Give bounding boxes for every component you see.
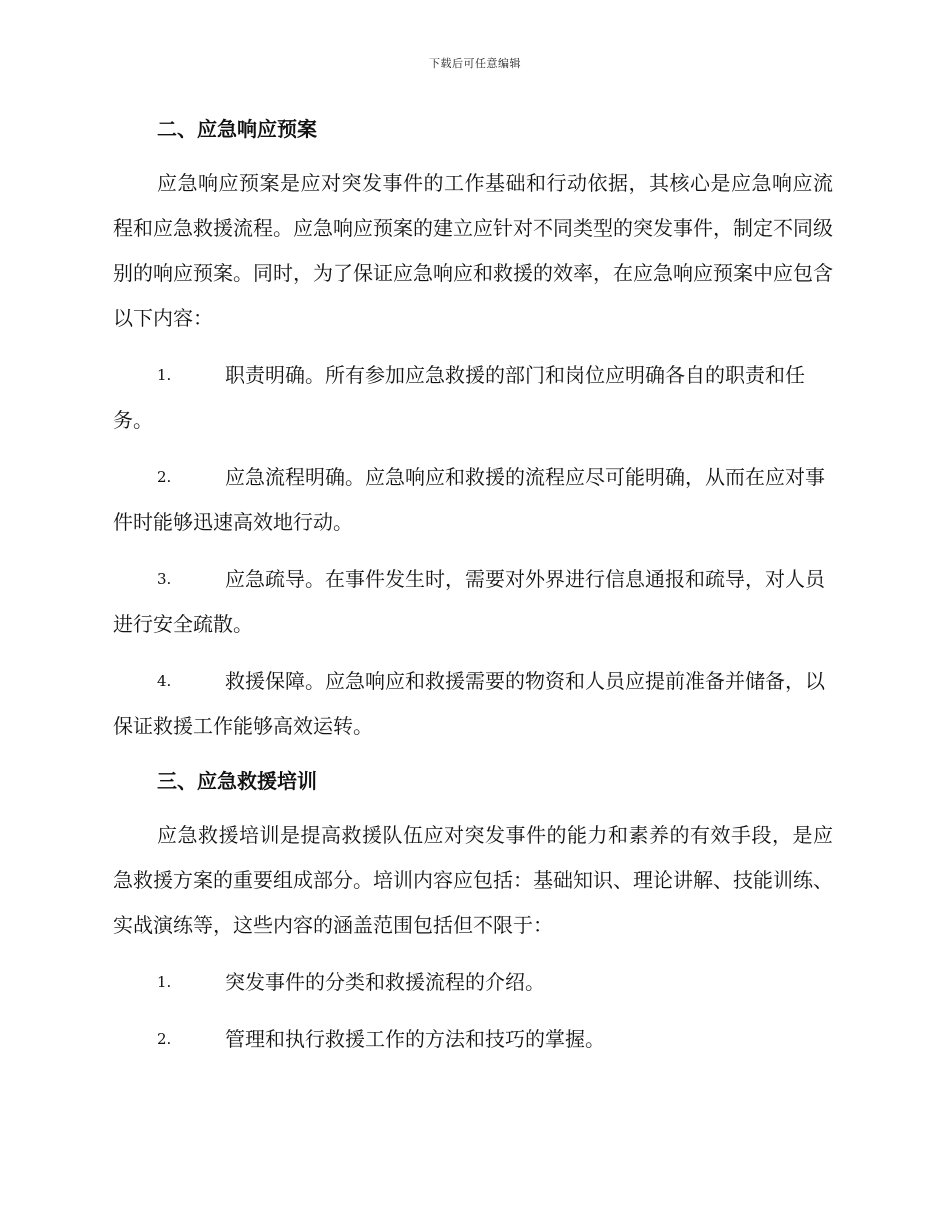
list-item xyxy=(113,557,833,647)
list-number: 1. xyxy=(157,973,172,991)
list-number: 4. xyxy=(157,672,172,690)
section-intro: 应急响应预案是应对突发事件的工作基础和行动依据，其核心是应急响应流程和应急救援流程。应急响应预案的建立应针对不同类型的突发事件，制定不同级别的响应预案。同时，为了保证应急响应和救援的效率，在应急响应预案中应包含以下内容： xyxy=(113,171,833,330)
list-number: 3. xyxy=(157,570,172,588)
list-number: 2. xyxy=(157,1030,172,1048)
list-text: 应急疏导。在事件发生时，需要对外界进行信息通报和疏导，对人员进行安全疏散。 xyxy=(113,567,825,636)
header-note: 下载后可任意编辑 xyxy=(429,57,521,70)
list-text: 职责明确。所有参加应急救援的部门和岗位应明确各自的职责和任务。 xyxy=(113,363,805,432)
list-item xyxy=(113,659,833,749)
section-title: 三、应急救援培训 xyxy=(157,769,317,793)
list-number: 2. xyxy=(157,468,172,486)
list-text: 应急流程明确。应急响应和救援的流程应尽可能明确，从而在应对事件时能够迅速高效地行动。 xyxy=(113,465,825,534)
list-item xyxy=(113,960,833,1005)
list-item xyxy=(113,1017,833,1062)
list-text: 突发事件的分类和救援流程的介绍。 xyxy=(225,970,545,994)
list-number: 1. xyxy=(157,366,172,384)
section-intro: 应急救援培训是提高救援队伍应对突发事件的能力和素养的有效手段，是应急救援方案的重要组成部分。培训内容应包括：基础知识、理论讲解、技能训练、实战演练等，这些内容的涵盖范围包括但不限于： xyxy=(113,823,833,937)
list-item xyxy=(113,353,833,443)
list-text: 救援保障。应急响应和救援需要的物资和人员应提前准备并储备，以保证救援工作能够高效运转。 xyxy=(113,669,825,738)
section-title: 二、应急响应预案 xyxy=(157,117,317,141)
list-item xyxy=(113,455,833,545)
list-text: 管理和执行救援工作的方法和技巧的掌握。 xyxy=(225,1027,605,1051)
document-body xyxy=(113,111,833,1062)
